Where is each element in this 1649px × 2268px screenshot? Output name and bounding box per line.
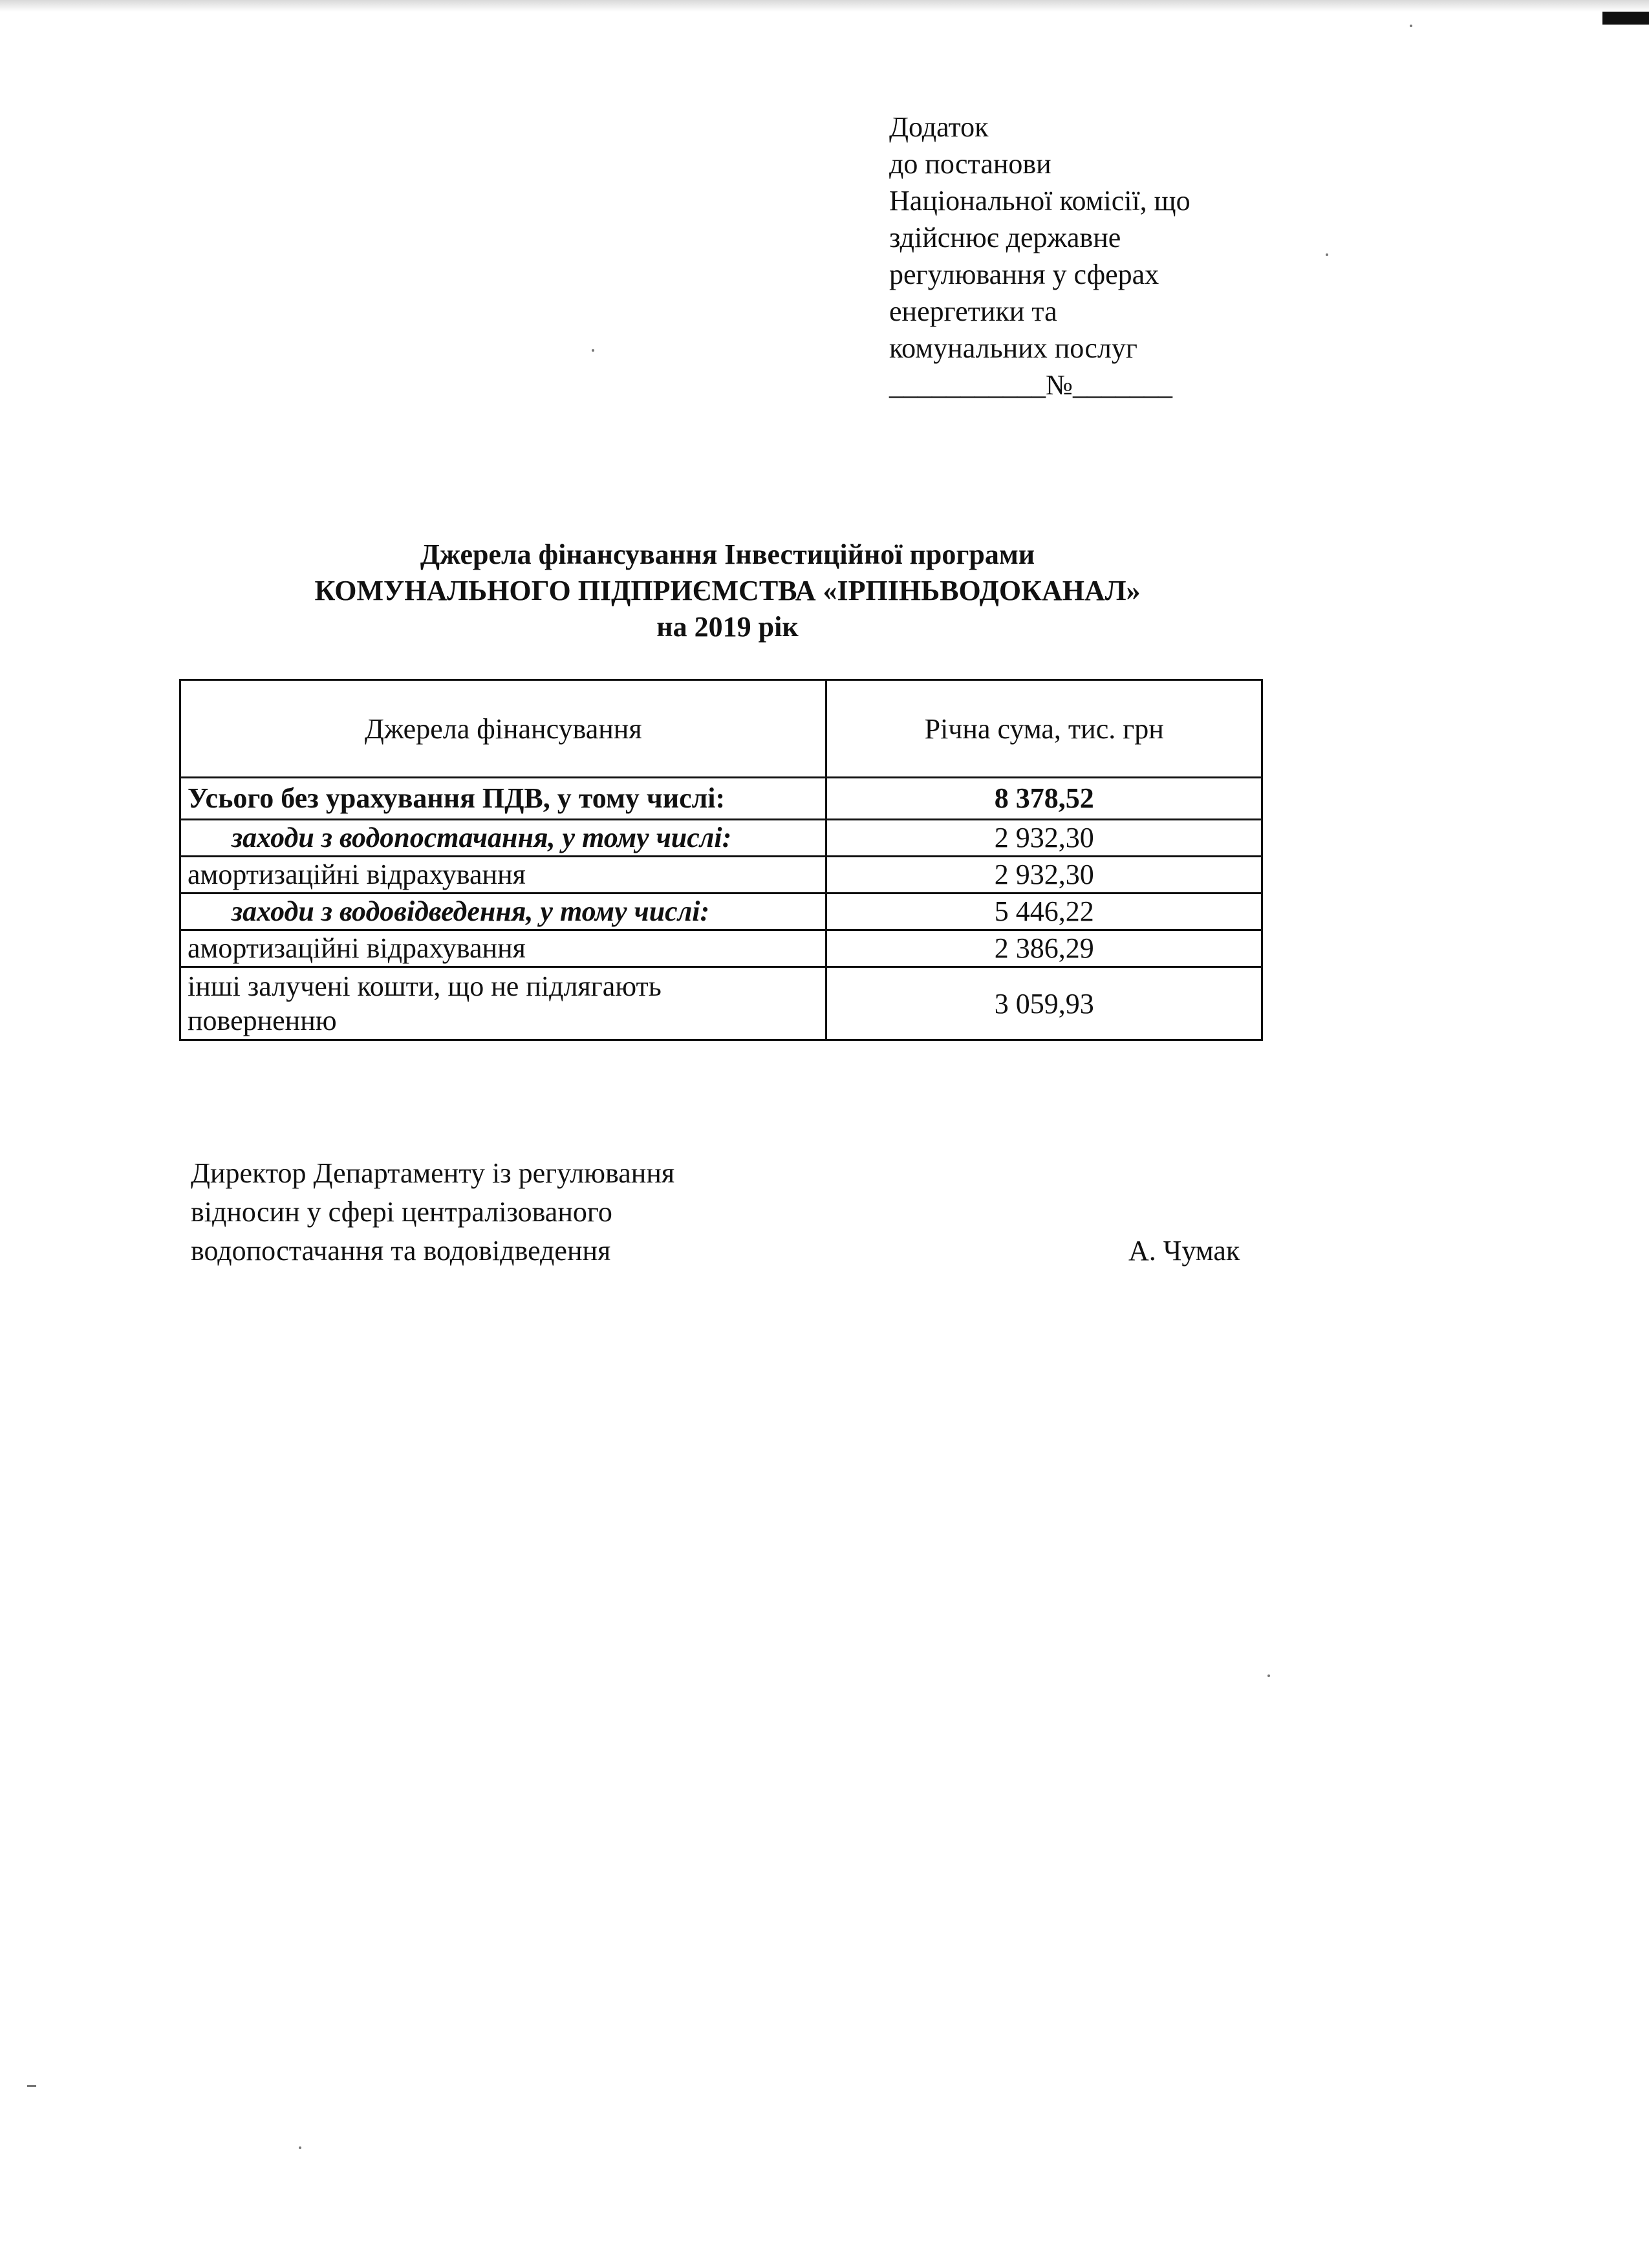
annex-block bbox=[889, 109, 1191, 403]
row-value: 2 386,29 bbox=[826, 930, 1262, 967]
scan-speck bbox=[592, 349, 594, 352]
annex-line: здійснює державне bbox=[889, 222, 1121, 253]
position-line: Директор Департаменту із регулювання bbox=[191, 1157, 675, 1189]
table-row bbox=[180, 857, 1262, 893]
annex-line: до постанови bbox=[889, 148, 1051, 180]
header-source: Джерела фінансування bbox=[180, 680, 826, 778]
row-value: 8 378,52 bbox=[826, 778, 1262, 820]
row-label: амортизаційні відрахування bbox=[180, 857, 826, 893]
row-value: 2 932,30 bbox=[826, 857, 1262, 893]
scan-speck bbox=[1267, 1674, 1270, 1677]
table-header-row bbox=[180, 680, 1262, 778]
table-row-other-funds bbox=[180, 967, 1262, 1040]
row-label-line-1: інші залучені кошти, що не підлягають bbox=[188, 970, 662, 1002]
row-label: амортизаційні відрахування bbox=[180, 930, 826, 967]
signer-name: А. Чумак bbox=[1128, 1235, 1240, 1267]
row-value: 2 932,30 bbox=[826, 820, 1262, 857]
scan-speck bbox=[299, 2146, 301, 2149]
scan-speck bbox=[27, 2085, 36, 2087]
table-row-drainage bbox=[180, 893, 1262, 930]
annex-number-line: ___________№_______ bbox=[889, 369, 1172, 401]
position-line: відносин у сфері централізованого bbox=[191, 1196, 612, 1228]
title-line-2: КОМУНАЛЬНОГО ПІДПРИЄМСТВА «ІРПІНЬВОДОКАНАЛ» bbox=[314, 575, 1141, 606]
scan-corner-mark bbox=[1602, 12, 1649, 25]
row-label bbox=[180, 967, 826, 1040]
scan-speck bbox=[1326, 253, 1328, 256]
scan-speck bbox=[1410, 25, 1412, 27]
title-line-3: на 2019 рік bbox=[656, 611, 799, 643]
annex-line: регулювання у сферах bbox=[889, 259, 1159, 290]
row-label: заходи з водовідведення, у тому числі: bbox=[180, 893, 826, 930]
row-value: 3 059,93 bbox=[826, 967, 1262, 1040]
signature-position bbox=[191, 1154, 674, 1270]
document-title bbox=[165, 537, 1290, 645]
annex-line: комунальних послуг bbox=[889, 332, 1137, 364]
scan-top-edge bbox=[0, 0, 1649, 12]
financing-table bbox=[179, 679, 1263, 1041]
position-line: водопостачання та водовідведення bbox=[191, 1235, 611, 1267]
table-row-total bbox=[180, 778, 1262, 820]
table-row-water-supply bbox=[180, 820, 1262, 857]
header-amount: Річна сума, тис. грн bbox=[826, 680, 1262, 778]
row-value: 5 446,22 bbox=[826, 893, 1262, 930]
title-line-1: Джерела фінансування Інвестиційної програми bbox=[420, 539, 1035, 570]
annex-line: Додаток bbox=[889, 111, 989, 143]
table-row bbox=[180, 930, 1262, 967]
row-label: Усього без урахування ПДВ, у тому числі: bbox=[180, 778, 826, 820]
row-label-line-2: поверненню bbox=[188, 1005, 337, 1036]
annex-line: Національної комісії, що bbox=[889, 185, 1191, 217]
row-label: заходи з водопостачання, у тому числі: bbox=[180, 820, 826, 857]
annex-line: енергетики та bbox=[889, 295, 1057, 327]
